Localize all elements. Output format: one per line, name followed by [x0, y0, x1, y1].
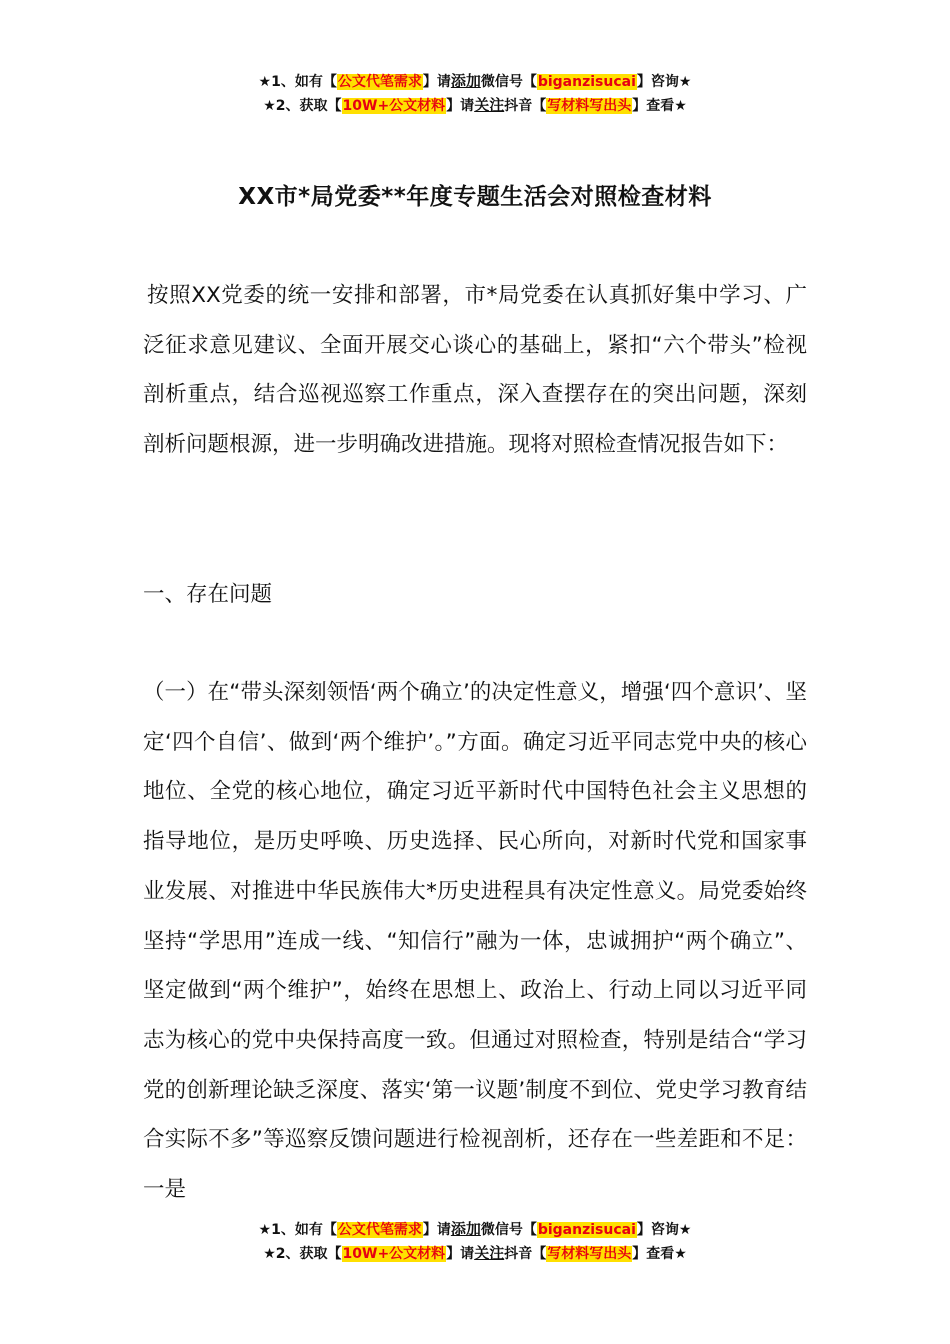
- banner-line-2: ★2、获取【10W+公文材料】请关注抖音【写材料写出头】查看★: [263, 96, 687, 114]
- banner-line-1: ★1、如有【公文代笔需求】请添加微信号【biganzisucai】咨询★: [258, 1220, 692, 1238]
- banner-line-1: ★1、如有【公文代笔需求】请添加微信号【biganzisucai】咨询★: [258, 72, 692, 90]
- body-paragraph: （一）在“带头深刻领悟‘两个确立’的决定性意义，增强‘四个意识’、坚定‘四个自信’、做到‘两个维护’。”方面。确定习近平同志党中央的核心地位、全党的核心地位，确定习近平新时代中国特色社会主义思想的指导地位，是历史呼唤、历史选择、民心所向，对新时代党和国家事业发展、对推进中华民族伟大*历史进程具有决定性意义。局党委始终坚持“学思用”连成一线、“知信行”融为一体，忠诚拥护“两个确立”、坚定做到“两个维护”，始终在思想上、政治上、行动上同以习近平同志为核心的党中央保持高度一致。但通过对照检查，特别是结合“学习党的创新理论缺乏深度、落实‘第一议题’制度不到位、党史学习教育结合实际不多”等巡察反馈问题进行检视剖析，还存在一些差距和不足：一是: [143, 680, 807, 1203]
- intro-paragraph: 按照XX党委的统一安排和部署，市*局党委在认真抓好集中学习、广泛征求意见建议、全面开展交心谈心的基础上，紧扣“六个带头”检视剖析重点，结合巡视巡察工作重点，深入查摆存在的突出问题，深刻剖析问题根源，进一步明确改进措施。现将对照检查情况报告如下：: [143, 283, 807, 458]
- highlight-douyin: 写材料写出头: [547, 98, 632, 114]
- highlight-service: 公文代笔需求: [337, 1222, 422, 1238]
- highlight-materials: 10W+公文材料: [342, 98, 446, 114]
- highlight-service: 公文代笔需求: [337, 74, 422, 90]
- highlight-wechat-id: biganzisucai: [537, 1222, 636, 1238]
- highlight-wechat-id: biganzisucai: [537, 74, 636, 90]
- section-heading: 一、存在问题: [143, 582, 273, 607]
- document-title: XX市*局党委**年度专题生活会对照检查材料: [238, 184, 712, 210]
- header-banner: [0, 70, 950, 118]
- banner-line-2: ★2、获取【10W+公文材料】请关注抖音【写材料写出头】查看★: [263, 1244, 687, 1262]
- highlight-douyin: 写材料写出头: [547, 1246, 632, 1262]
- highlight-materials: 10W+公文材料: [342, 1246, 446, 1262]
- footer-banner: [0, 1218, 950, 1266]
